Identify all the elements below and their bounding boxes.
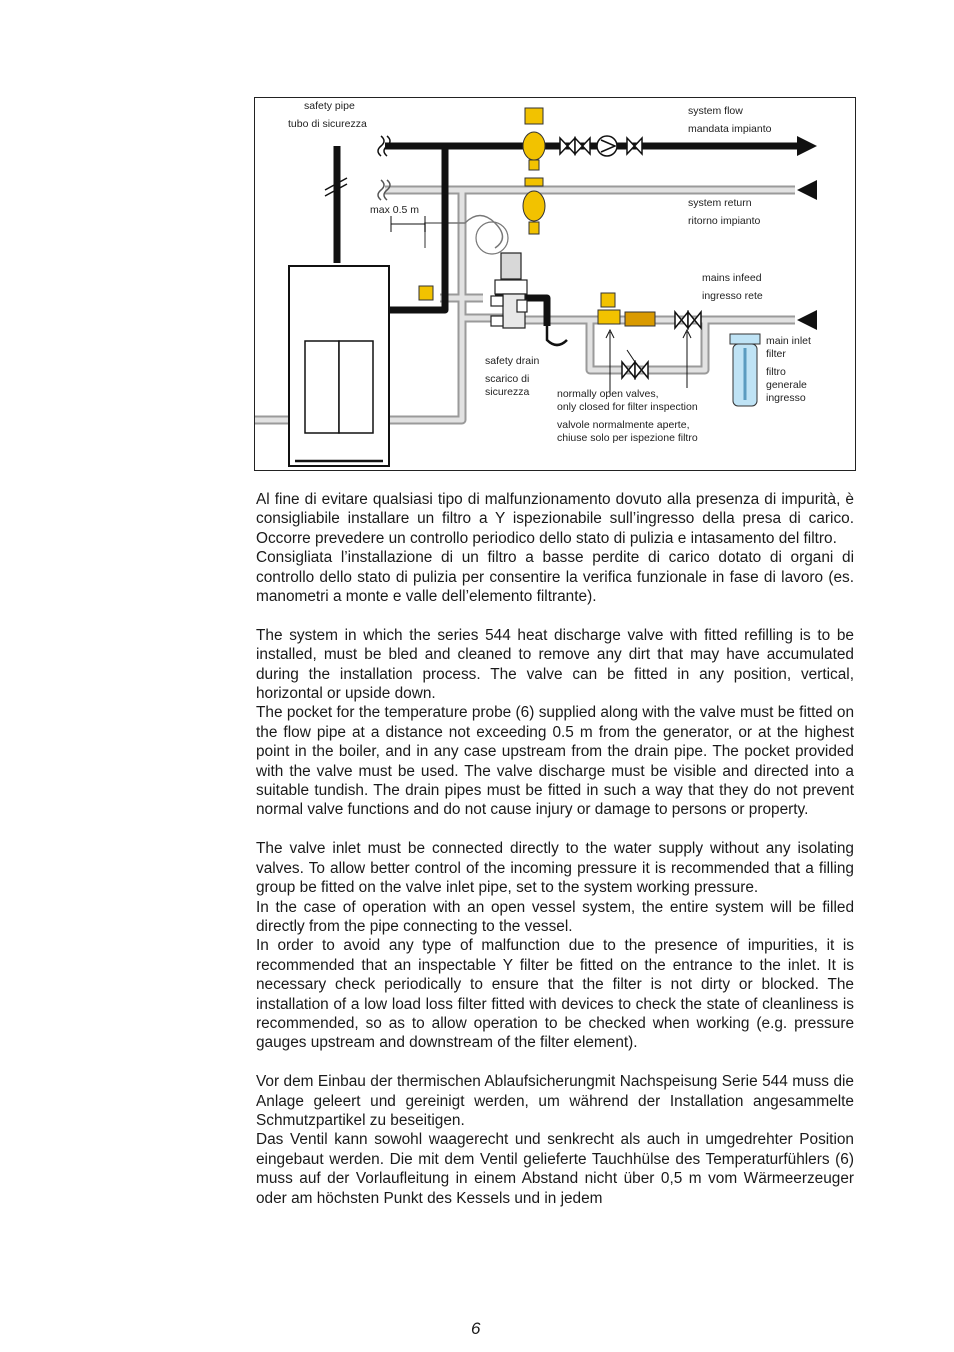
label-valves-note-it1: valvole normalmente aperte,	[557, 419, 690, 431]
label-mains-infeed	[702, 272, 763, 303]
label-safety-drain-en: safety drain	[485, 355, 540, 367]
paragraph-en-5: In order to avoid any type of malfunction due to the presence of impurities, it is recommended that an inspectable Y filter be fitted on the entrance to the inlet. It is necessary check periodically to ensure that the filter is not dirty or blocked. The installation of a low load loss filter fitted with devices to check the state of cleanliness is recommended, so as to allow operation to be checked when working (e.g. pressure gauges upstream and downstream of the filter element).	[256, 937, 854, 1052]
label-valves-note-en2: only closed for filter inspection	[557, 401, 698, 413]
body-text	[256, 490, 854, 1208]
label-filter-line2: filter	[766, 348, 786, 360]
paragraph-en-4: In the case of operation with an open vessel system, the entire system will be filled directly from the pipe connecting to the vessel.	[256, 898, 854, 935]
paragraph-it-2: Consigliata l’installazione di un filtro a basse perdite di carico dotato di organi di controllo dello stato di pulizia per consentire la verifica funzionale in fase di lavoro (es. manometri a monte e valle dell’elemento filtrante).	[256, 549, 854, 606]
label-safety-drain	[485, 355, 539, 399]
label-mains-infeed-it: ingresso rete	[702, 290, 763, 302]
label-safety-drain-it1: scarico di	[485, 373, 530, 385]
label-valves-note-en1: normally open valves,	[557, 388, 659, 400]
label-system-return-it: ritorno impianto	[688, 215, 761, 227]
label-filter-line5: ingresso	[766, 392, 806, 404]
label-system-flow	[688, 105, 771, 136]
paragraph-en-2: The pocket for the temperature probe (6) supplied along with the valve must be fitted on the flow pipe at a distance not exceeding 0.5 m from the generator, or at the highest point in the boiler, and in any case upstream from the drain pipe. The pocket provided with the valve must be used. The valve discharge must be visible and directed into a suitable tundish. The drain pipes must be fitted in such a way that they do not prevent normal valve functions and do not cause injury or damage to persons or property.	[256, 704, 854, 819]
label-safety-drain-it2: sicurezza	[485, 386, 530, 398]
label-valves-note	[557, 388, 698, 445]
label-safety-pipe	[288, 100, 367, 131]
piping-schematic	[255, 98, 855, 470]
paragraph-de-1: Vor dem Einbau der thermischen Ablaufsicherungmit Nachspeisung Serie 544 muss die Anlage geleert und gereinigt werden, um während der Installation angesammelte Schmutzpartikel zu beseitigen.	[256, 1073, 854, 1129]
paragraph-en-3: The valve inlet must be connected directly to the water supply without any isolating valves. To allow better control of the incoming pressure it is recommended that a filling group be fitted on the valve inlet pipe, set to the system working pressure.	[256, 840, 854, 897]
label-max-distance: max 0.5 m	[370, 204, 420, 216]
label-system-flow-it: mandata impianto	[688, 123, 772, 135]
page-number: 6	[471, 1319, 481, 1338]
label-valves-note-it2: chiuse solo per ispezione filtro	[557, 432, 698, 444]
paragraph-en-1: The system in which the series 544 heat discharge valve with fitted refilling is to be installed, must be bled and cleaned to remove any dirt that may have accumulated during the installation process. The valve can be fitted in any position, vertical, horizontal or upside down.	[256, 626, 854, 703]
label-filter-line3: filtro	[766, 366, 786, 378]
label-safety-pipe-en: safety pipe	[304, 100, 355, 112]
installation-diagram	[254, 97, 856, 471]
paragraph-it-1: Al fine di evitare qualsiasi tipo di malfunzionamento dovuto alla presenza di impurità, è consigliabile installare un filtro a Y ispezionabile sull’ingresso della presa di carico. Occorre prevedere un controllo periodico dello stato di pulizia e intasamento del filtro.	[256, 491, 854, 547]
label-filter-line1: main inlet	[766, 335, 811, 347]
label-system-flow-en: system flow	[688, 105, 743, 117]
label-safety-pipe-it: tubo di sicurezza	[288, 118, 367, 130]
paragraph-de-2: Das Ventil kann sowohl waagerecht und senkrecht als auch in umgedrehter Position eingebaut werden. Die mit dem Ventil gelieferte Tauchhülse des Temperaturfühlers (6) muss auf der Vorlaufleitung in einem Abstand nicht über 0,5 m vom Wärmeerzeuger oder am höchsten Punkt des Kessels und in jedem	[256, 1131, 854, 1207]
label-system-return	[688, 197, 760, 228]
label-system-return-en: system return	[688, 197, 752, 209]
label-main-inlet-filter	[766, 335, 811, 405]
label-filter-line4: generale	[766, 379, 807, 391]
label-mains-infeed-en: mains infeed	[702, 272, 762, 284]
